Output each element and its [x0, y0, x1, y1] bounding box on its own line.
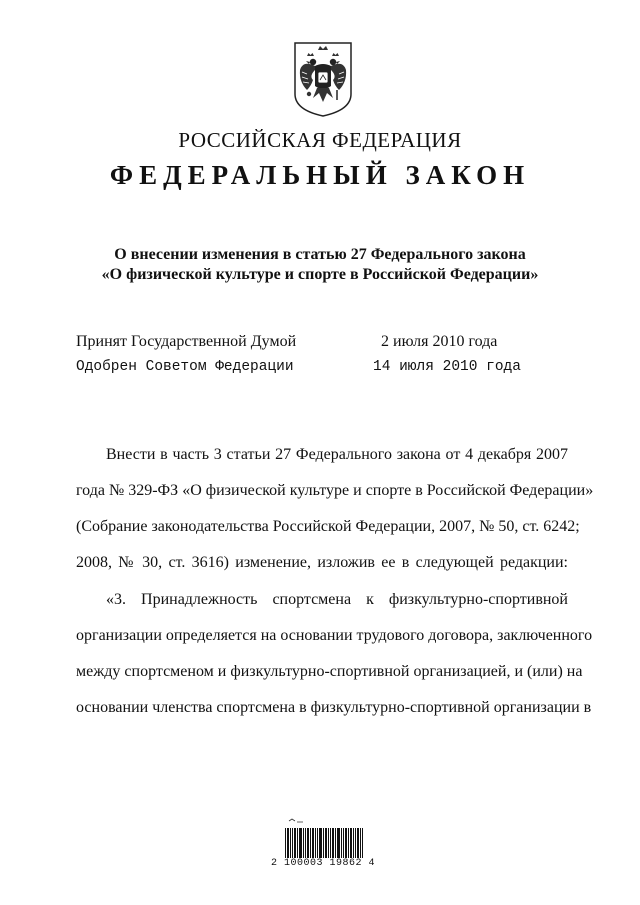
barcode-number: 2 100003 19862 4	[271, 858, 376, 869]
adopted-by-duma-date: 2 июля 2010 года	[381, 333, 498, 350]
body-paragraph-line: (Собрание законодательства Российской Федерации, 2007, № 50, ст. 6242;	[76, 518, 580, 535]
law-type-heading: ФЕДЕРАЛЬНЫЙ ЗАКОН	[109, 160, 531, 190]
barcode	[283, 818, 365, 858]
body-paragraph-line: организации определяется на основании трудового договора, заключенного	[76, 627, 593, 644]
approved-by-council-label: Одобрен Советом Федерации	[76, 359, 294, 375]
body-paragraph-line: Внести в часть 3 статьи 27 Федерального закона от 4 декабря 2007	[106, 446, 568, 463]
body-paragraph-line: между спортсменом и физкультурно-спортивной организацией, и (или) на	[76, 663, 583, 680]
coat-of-arms-emblem	[291, 40, 355, 118]
country-name: РОССИЙСКАЯ ФЕДЕРАЦИЯ	[178, 128, 462, 152]
body-paragraph-line: 2008, № 30, ст. 3616) изменение, изложив ее в следующей редакции:	[76, 554, 568, 571]
law-title-line-1: О внесении изменения в статью 27 Федерального закона	[114, 246, 526, 263]
body-paragraph-line: года № 329-ФЗ «О физической культуре и спорте в Российской Федерации»	[76, 482, 594, 499]
adopted-by-duma-label: Принят Государственной Думой	[76, 333, 297, 350]
body-paragraph-line: «3. Принадлежность спортсмена к физкультурно-спортивной	[106, 591, 568, 608]
law-title-line-2: «О физической культуре и спорте в Российской Федерации»	[101, 266, 539, 283]
approved-by-council-date: 14 июля 2010 года	[373, 359, 521, 375]
body-paragraph-line: основании членства спортсмена в физкультурно-спортивной организации в	[76, 699, 592, 716]
